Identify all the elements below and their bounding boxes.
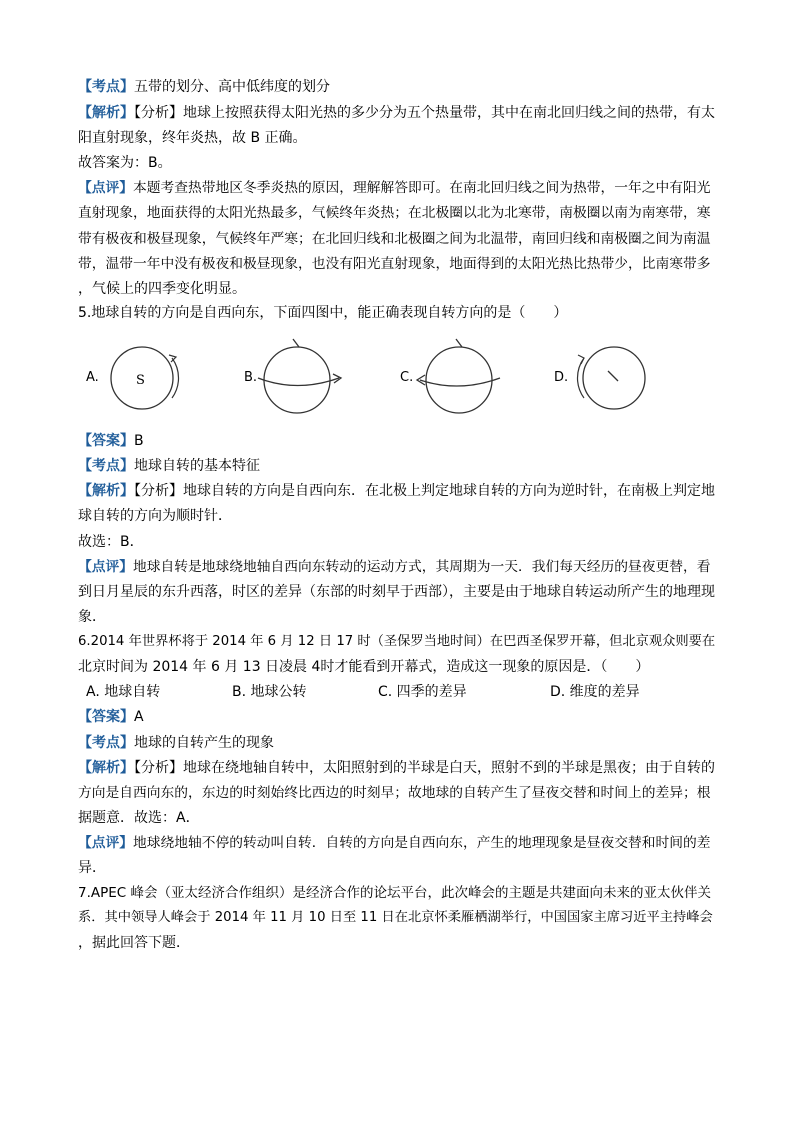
figure-c-diagram [412,338,507,423]
question-7-cont: ，据此回答下题． [78,935,190,951]
dianping-text-cont: 到日月星辰的东升西落，时区的差异（东部的时刻早于西部），主要是由于地球自转运动所产生的地理现 [78,584,715,600]
option-b: B. 地球公转 [232,684,307,700]
dianping-text-cont: 直射现象，地面获得的太阳光热最多，气候终年炎热；在北极圈以北为北寒带，南极圈以南为南寒带，寒 [78,205,711,221]
kaodian-tag: 【考点】 [78,79,134,95]
dianping-tag: 【点评】 [78,835,134,851]
daan-line [78,705,144,729]
kaodian-text: 地球的自转产生的现象 [134,735,274,751]
question-7-cont: 系．其中领导人峰会于 2014 年 11 月 10 日至 11 日在北京怀柔雁栖湖举行，中国国家主席习近平主持峰会 [78,910,713,925]
kaodian-tag: 【考点】 [78,735,134,751]
kaodian-tag: 【考点】 [78,458,134,474]
dianping-text-cont: 带，温带一年中没有极夜和极昼现象，也没有阳光直射现象，地面得到的太阳光热比热带少，比南寒带多 [78,256,711,272]
daan-line [78,429,144,453]
dianping-text-cont: ，气候上的四季变化明显。 [78,281,246,297]
globe-circle [426,347,492,413]
dianping-line [78,176,711,200]
dianping-text-cont: 象． [78,609,106,625]
kaodian-text: 五带的划分、高中低纬度的划分 [134,79,330,95]
question-7: 7.APEC 峰会（亚太经济合作组织）是经济合作的论坛平台，此次峰会的主题是共建面向未来的亚太伙伴关 [78,885,712,901]
daan-tag: 【答案】 [78,433,134,449]
question-6-cont: 北京时间为 2014 年 6 月 13 日凌晨 4时才能看到开幕式，造成这一现象的原因是．（ ） [78,659,650,675]
jiexi-text: 【分析】地球上按照获得太阳光热的多少分为五个热量带，其中在南北回归线之间的热带，有太 [134,105,715,121]
option-d: D. 维度的差异 [550,684,640,700]
globe-circle [264,347,330,413]
kaodian-text: 地球自转的基本特征 [134,458,260,474]
axis-line [608,371,618,381]
jiexi-text-cont: 据题意．故选：A． [78,810,200,826]
kaodian-line [78,75,330,99]
globe-circle [583,347,645,409]
jiexi-text: 【分析】地球自转的方向是自西向东．在北极上判定地球自转的方向为逆时针，在南极上判定地 [134,483,715,499]
dianping-text: 地球自转是地球绕地轴自西向东转动的运动方式，其周期为一天．我们每天经历的昼夜更替，看 [133,559,711,575]
figure-a-diagram [100,338,190,418]
dianping-text: 本题考查热带地区冬季炎热的原因，理解解答即可。在南北回归线之间为热带，一年之中有阳光 [133,180,711,196]
daan-text: A [134,709,144,725]
dianping-line [78,555,711,579]
daan-text: B [134,433,144,449]
question-6: 6.2014 年世界杯将于 2014 年 6 月 12 日 17 时（圣保罗当地时间）在巴西圣保罗开幕，但北京观众则要在 [78,634,716,649]
jiexi-tag: 【解析】 [78,760,134,776]
jiexi-text-cont: 阳直射现象，终年炎热，故 B 正确。 [78,130,307,146]
dianping-text: 地球绕地轴不停的转动叫自转．自转的方向是自西向东，产生的地理现象是昼夜交替和时间的差 [133,835,711,851]
option-c: C. 四季的差异 [378,684,467,700]
question-5: 5.地球自转的方向是自西向东，下面四图中，能正确表现自转方向的是（ ） [78,305,568,321]
jiexi-line [78,756,715,780]
dianping-line [78,831,711,855]
figure-d-diagram [570,338,660,418]
jiexi-text: 【分析】地球在绕地轴自转中，太阳照射到的半球是白天，照射不到的半球是黑夜；由于自转的 [134,760,715,776]
rotation-arrow [420,378,500,386]
figure-a-pole-label: S [136,373,145,388]
figure-a-label: A. [86,370,99,385]
answer-line: 故答案为：B。 [78,155,172,171]
axis-line [456,339,462,347]
daan-tag: 【答案】 [78,709,134,725]
figure-c-label: C. [400,370,414,385]
jiexi-text-cont: 球自转的方向为顺时针． [78,508,232,524]
axis-line [293,339,299,347]
dianping-text-cont: 异． [78,860,106,876]
figure-b-diagram [255,338,350,423]
jiexi-line [78,101,715,125]
figure-d-label: D. [554,370,569,385]
option-a: A. 地球自转 [86,684,161,700]
dianping-text-cont: 带有极夜和极昼现象，气候终年严寒；在北回归线和北极圈之间为北温带，南回归线和南极圈之间为南温 [78,231,711,247]
figure-b-label: B. [244,370,258,385]
kaodian-line [78,454,260,478]
jiexi-tag: 【解析】 [78,483,134,499]
dianping-tag: 【点评】 [78,180,134,196]
jiexi-text-cont: 方向是自西向东的，东边的时刻始终比西边的时刻早；故地球的自转产生了昼夜交替和时间上的差异；根 [78,785,711,801]
dianping-tag: 【点评】 [78,559,134,575]
answer-line: 故选：B． [78,534,144,550]
rotation-arrow [258,378,339,386]
kaodian-line [78,731,274,755]
jiexi-tag: 【解析】 [78,105,134,121]
jiexi-line [78,479,715,503]
